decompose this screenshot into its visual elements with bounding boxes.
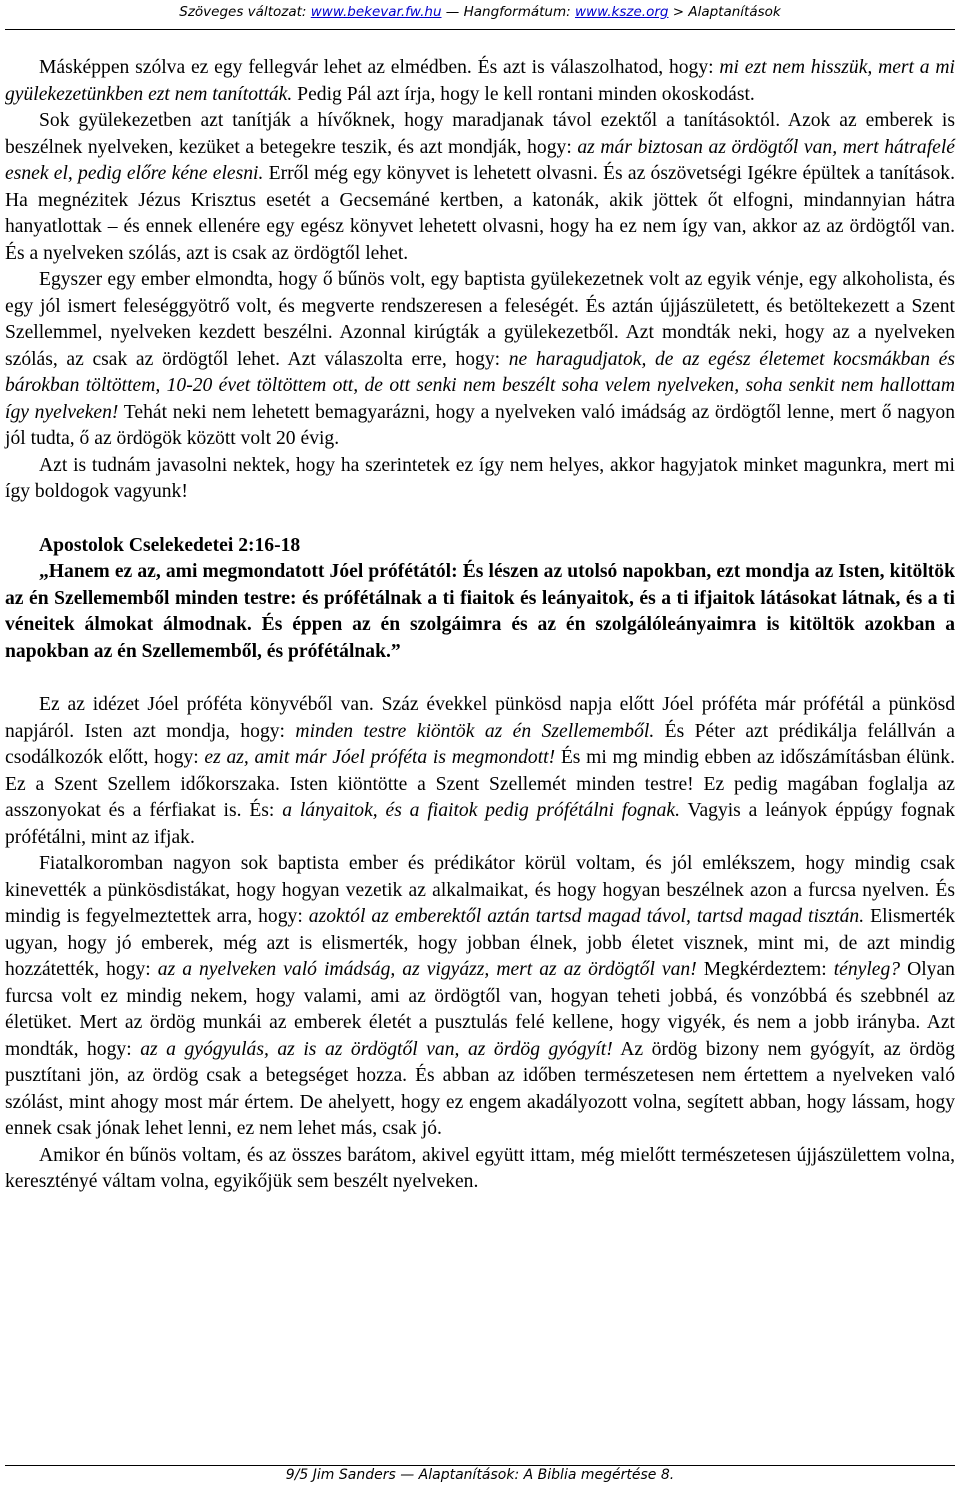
header-divider <box>5 29 955 30</box>
paragraph-text: Fiatalkoromban nagyon sok baptista ember és prédikátor körül voltam, és jól emlékszem, hogy mindig csak kinevették a pünkösdistákat, hogy hogyan vezetik az alkalmaikat, és hogy hogyan beszélnek azon a furcsa nyelven. És mindig is fegyelmeztettek arra, hogy: <box>5 853 955 927</box>
paragraph-text: Elismerték ugyan, hogy jó emberek, még azt is elismerték, hogy jobban élnek, jobb életet visznek, mint mi, de azt mindig hozzátették, hogy: <box>5 906 955 980</box>
bekevar-link[interactable]: www.bekevar.fw.hu <box>310 4 442 20</box>
header-separator: — <box>445 4 460 20</box>
paragraph-text: Ez az idézet Jóel próféta könyvéből van. Száz évekkel pünkösd napja előtt Jóel próféta már prófétál a pünkösd napjáról. Isten azt mondja, hogy: <box>5 694 955 742</box>
paragraph-text: Vagyis a leányok éppúgy fognak prófétálni, mint az ifjak. <box>5 800 956 848</box>
paragraph-text: Azt is tudnám javasolni nektek, hogy ha szerintetek ez így nem helyes, akkor hagyjatok minket magunkra, mert mi így boldogok vagyunk! <box>5 454 955 502</box>
paragraph-7 <box>5 1143 955 1196</box>
footer-divider <box>5 1465 955 1466</box>
document-body <box>5 55 955 1196</box>
italic-quote: mi ezt nem hisszük, mert a mi gyülekezetünkben ezt nem tanították. <box>5 57 955 105</box>
scripture-heading: Apostolok Cselekedetei 2:16-18 <box>39 534 301 556</box>
paragraph-text: Az ördög bizony nem gyógyít, az ördög pusztítani jön, az ördög csak a betegséget hozza. És abban az időben természetesen nem értettem a nyelveken való szólást, mint ahogy most már értem. De ahelyett, hogy ez engem akadályozott volna, segített abban, hogy lássam, hogy ennek csak jónak lehet lenni, ez nem lehet más, csak jó. <box>5 1038 955 1139</box>
paragraph-text: Pedig Pál azt írja, hogy le kell rontani minden okoskodást. <box>292 83 755 105</box>
italic-quote: ne haragudjatok, de az egész életemet kocsmákban és bárokban töltöttem, 10-20 évet töltöttem ott, de ott senki nem beszélt soha velem nyelveken, soha senkit nem hallottam így nyelveken! <box>5 348 955 423</box>
italic-quote: ez az, amit már Jóel próféta is megmondott! <box>204 747 556 768</box>
audio-format-label: Hangformátum: <box>463 4 571 20</box>
paragraph-text: És Péter azt prédikálja felállván a csodálkozók előtt, hogy: <box>5 720 955 768</box>
paragraph-text: Egyszer egy ember elmondta, hogy ő bűnös volt, egy baptista gyülekezetnek volt az egyik vénje, egy alkoholista, és egy jól ismert feleséggyötrő volt, és megverte rendszeresen a feleségét. És aztán újjászületett, és betöltekezett a Szent Szellemmel, nyelveken kezdett beszélni. Azonnal kirúgták a gyülekezetből. Azt mondták neki, hogy az a nyelveken szólás, az csak az ördögtől lehet. Azt válaszolta erre, hogy: <box>5 269 955 370</box>
paragraph-2 <box>5 108 955 267</box>
paragraph-3 <box>5 267 955 453</box>
paragraph-text: Másképpen szólva ez egy fellegvár lehet az elmédben. És azt is válaszolhatod, hogy: <box>39 57 720 78</box>
paragraph-4 <box>5 453 955 506</box>
breadcrumb-alaptanitasok: > Alaptanítások <box>672 4 781 20</box>
paragraph-text: Erről még egy könyvet is lehetett olvasni. És az ószövetségi Igékre épültek a tanítások. Ha megnézitek Jézus Krisztus esetét a Gecsemáné kertben, a katonák, akik jöttek őt elfogni, mindannyian hátra hanyatlottak – és ennek ellenére egy egész könyvet lehetett olvasni, hogy ha ez nem így van, akkor az az ördögtől van. És a nyelveken szólás, azt is csak az ördögtől lehet. <box>5 163 955 264</box>
italic-quote: azoktól az emberektől aztán tartsd magad távol, tartsd magad tisztán. <box>308 906 865 927</box>
paragraph-text: Megkérdeztem: <box>696 959 834 980</box>
ksze-link[interactable]: www.ksze.org <box>574 4 669 20</box>
italic-quote: az a nyelveken való imádság, az vigyázz, mert az az ördögtől van! <box>157 959 697 980</box>
text-version-label: Szöveges változat: <box>179 4 307 20</box>
paragraph-text: Amikor én bűnös voltam, és az összes barátom, akivel együtt ittam, még mielőtt természetesen újjászülettem volna, keresztényé váltam volna, egyikőjük sem beszélt nyelveken. <box>5 1144 955 1192</box>
page-header <box>0 4 960 20</box>
paragraph-text: Sok gyülekezetben azt tanítják a hívőknek, hogy maradjanak távol ezektől a tanításoktól. Azok az emberek is beszélnek nyelveken, kezüket a betegekre teszik, és azt mondják, hogy: <box>5 110 955 158</box>
paragraph-text: Tehát neki nem lehetett bemagyarázni, hogy a nyelveken való imádság az ördögtől lenne, mert ő nagyon jól tudta, ő az ördögök között volt 20 évig. <box>5 401 955 449</box>
italic-quote: minden testre kiöntök az én Szellememből. <box>295 720 655 742</box>
italic-quote: az a gyógyulás, az is az ördögtől van, az ördög gyógyít! <box>140 1038 613 1060</box>
italic-quote: a lányaitok, és a fiaitok pedig prófétálni fognak. <box>282 800 680 821</box>
italic-quote: az már biztosan az ördögtől van, mert hátrafelé esnek el, pedig előre kéne elesni. <box>5 136 955 184</box>
spacer <box>5 665 955 692</box>
italic-quote: tényleg? <box>833 959 901 980</box>
paragraph-6 <box>5 851 955 1143</box>
paragraph-5 <box>5 692 955 851</box>
page-footer: 9/5 Jim Sanders — Alaptanítások: A Biblia megértése 8. <box>285 1467 675 1483</box>
paragraph-text: Olyan furcsa volt ez mindig nekem, hogy valami, ami az ördögtől van, hogyan teheti jobbá, és vonzóbbá és szebbnél az életüket. Mert az ördög munkái az emberek életét a pusztulás felé kellene, hogy vigyék, és nem a jobb irányba. Azt mondták, hogy: <box>5 959 955 1060</box>
spacer <box>5 506 955 533</box>
scripture-quote: „Hanem ez az, ami megmondatott Jóel prófétától: És lészen az utolsó napokban, ezt mondja az Isten, kitöltök az én Szellememből minden testre: és prófétálnak a ti fiaitok és leányaitok, és a ti ifjaitok látásokat látnak, és a ti véneitek álmokat álmodnak. És éppen az én szolgáimra és az én szolgálóleányaimra is kitöltök azokban a napokban az én Szellememből, és prófétálnak.” <box>5 561 955 662</box>
paragraph-text: És mi mg mindig ebben az időszámításban élünk. Ez a Szent Szellem időkorszaka. Isten kiöntötte a Szent Szellemét minden testre! Ez pedig magában foglalja az asszonyokat és a férfiakat is. És: <box>5 747 955 821</box>
paragraph-1 <box>5 55 955 108</box>
